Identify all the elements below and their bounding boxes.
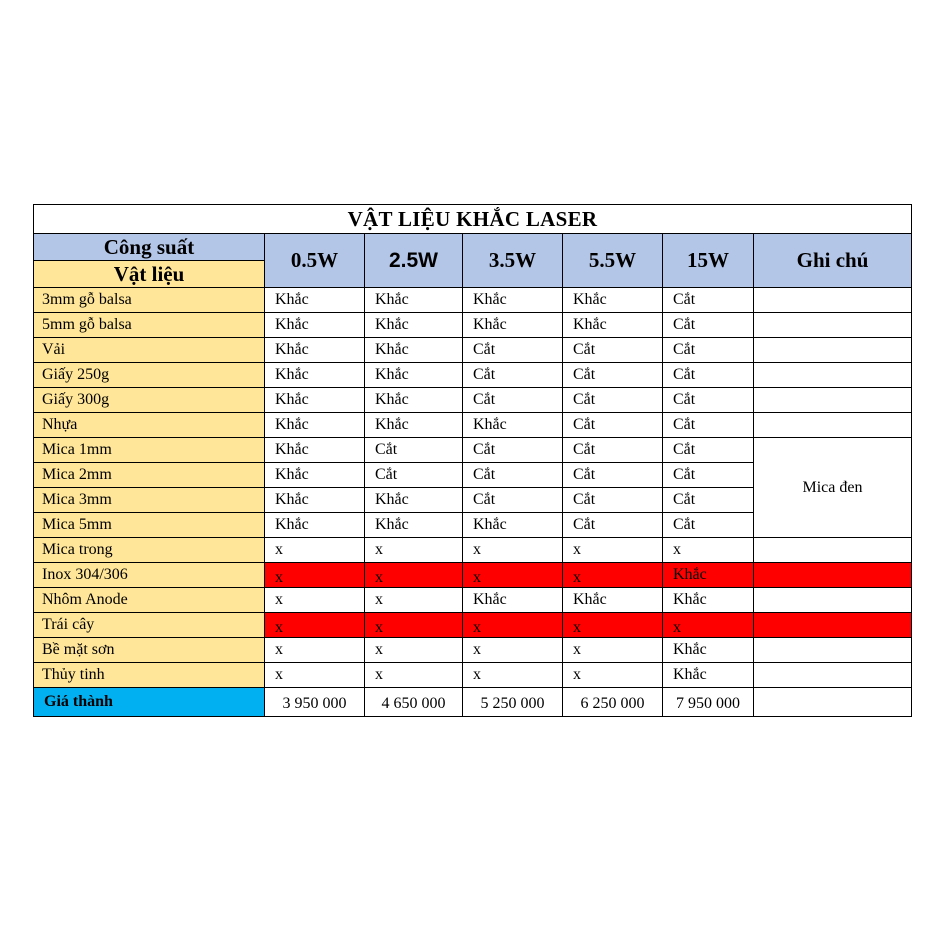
table-row — [34, 338, 912, 363]
capability-value: x — [375, 641, 383, 658]
capability-cell — [463, 338, 563, 363]
capability-cell — [663, 313, 754, 338]
capability-cell — [265, 338, 365, 363]
capability-cell — [663, 663, 754, 688]
capability-cell — [463, 438, 563, 463]
capability-cell — [463, 563, 563, 588]
capability-cell — [463, 413, 563, 438]
capability-cell — [563, 388, 663, 413]
table-row — [34, 313, 912, 338]
power-header-0: 0.5W — [265, 234, 365, 288]
capability-value: Khắc — [375, 391, 409, 408]
capability-cell — [663, 388, 754, 413]
capability-value: x — [375, 591, 383, 608]
table-row — [34, 613, 912, 638]
capability-cell — [265, 388, 365, 413]
capability-value: Khắc — [275, 391, 309, 408]
capability-cell — [265, 563, 365, 588]
capability-cell — [663, 613, 754, 638]
capability-cell — [563, 463, 663, 488]
capability-cell — [463, 613, 563, 638]
capability-value: x — [275, 619, 283, 636]
capability-value: Cắt — [673, 291, 696, 308]
table-row — [34, 388, 912, 413]
capability-cell — [563, 488, 663, 513]
note-cell — [754, 638, 912, 663]
capability-value: Khắc — [375, 291, 409, 308]
capability-cell — [365, 488, 463, 513]
capability-value: Khắc — [473, 416, 507, 433]
capability-value: x — [275, 541, 283, 558]
material-name: Mica 1mm — [34, 438, 265, 463]
capability-cell — [563, 313, 663, 338]
material-name: Trái cây — [34, 613, 265, 638]
capability-cell — [663, 538, 754, 563]
capability-cell — [365, 363, 463, 388]
capability-cell — [563, 613, 663, 638]
capability-value: Khắc — [473, 291, 507, 308]
capability-cell — [365, 313, 463, 338]
note-cell — [754, 313, 912, 338]
material-name: Giấy 250g — [34, 363, 265, 388]
price-value: 6 250 000 — [563, 688, 663, 717]
capability-value: x — [473, 641, 481, 658]
capability-value: Cắt — [673, 416, 696, 433]
capability-value: Cắt — [375, 441, 398, 458]
capability-cell — [365, 288, 463, 313]
capability-value: x — [473, 541, 481, 558]
material-name: Bề mặt sơn — [34, 638, 265, 663]
note-header: Ghi chú — [754, 234, 912, 288]
capability-value: x — [375, 619, 383, 636]
capability-cell — [463, 638, 563, 663]
material-name: Inox 304/306 — [34, 563, 265, 588]
capability-value: Khắc — [673, 666, 707, 683]
capability-cell — [563, 413, 663, 438]
capability-cell — [563, 363, 663, 388]
capability-value: x — [573, 541, 581, 558]
capability-cell — [365, 563, 463, 588]
capability-value: Cắt — [573, 491, 596, 508]
capability-cell — [563, 588, 663, 613]
capability-value: x — [573, 641, 581, 658]
price-value: 7 950 000 — [663, 688, 754, 717]
capability-value: x — [673, 541, 681, 558]
capability-value: Khắc — [275, 366, 309, 383]
table-row — [34, 563, 912, 588]
capability-value: Khắc — [375, 341, 409, 358]
capability-value: Khắc — [275, 316, 309, 333]
capability-cell — [463, 488, 563, 513]
capability-value: Cắt — [473, 441, 496, 458]
capability-value: Khắc — [375, 516, 409, 533]
power-header-1: 2.5W — [365, 234, 463, 288]
capability-value: Khắc — [573, 316, 607, 333]
capability-value: Cắt — [673, 516, 696, 533]
capability-cell — [365, 638, 463, 663]
capability-cell — [563, 538, 663, 563]
capability-cell — [265, 613, 365, 638]
capability-cell — [663, 638, 754, 663]
capability-value: x — [573, 619, 581, 636]
capability-cell — [663, 413, 754, 438]
capability-value: Cắt — [473, 466, 496, 483]
capability-cell — [265, 538, 365, 563]
capability-cell — [563, 638, 663, 663]
note-cell — [754, 613, 912, 638]
capability-cell — [463, 588, 563, 613]
table-row — [34, 288, 912, 313]
material-name: 5mm gỗ balsa — [34, 313, 265, 338]
capability-cell — [265, 288, 365, 313]
capability-cell — [563, 513, 663, 538]
capability-cell — [365, 513, 463, 538]
capability-value: Khắc — [375, 316, 409, 333]
capability-value: x — [573, 666, 581, 683]
power-header-4: 15W — [663, 234, 754, 288]
capability-value: Khắc — [673, 591, 707, 608]
capability-cell — [365, 413, 463, 438]
capability-value: Khắc — [275, 491, 309, 508]
capability-value: Cắt — [473, 491, 496, 508]
capability-value: Khắc — [473, 591, 507, 608]
price-note — [754, 688, 912, 717]
material-name: Nhựa — [34, 413, 265, 438]
capability-value: x — [275, 591, 283, 608]
material-name: Giấy 300g — [34, 388, 265, 413]
capability-value: Khắc — [275, 416, 309, 433]
capability-value: Khắc — [275, 516, 309, 533]
capability-cell — [265, 513, 365, 538]
power-header-2: 3.5W — [463, 234, 563, 288]
capability-cell — [663, 563, 754, 588]
price-value: 4 650 000 — [365, 688, 463, 717]
capability-cell — [463, 388, 563, 413]
capability-cell — [265, 638, 365, 663]
laser-material-table — [33, 204, 912, 717]
capability-value: Cắt — [673, 366, 696, 383]
capability-cell — [265, 313, 365, 338]
capability-value: x — [473, 619, 481, 636]
table-row — [34, 363, 912, 388]
material-name: Nhôm Anode — [34, 588, 265, 613]
capability-value: Cắt — [473, 341, 496, 358]
note-cell — [754, 338, 912, 363]
capability-value: x — [473, 666, 481, 683]
capability-cell — [365, 388, 463, 413]
capability-value: Cắt — [573, 466, 596, 483]
price-label: Giá thành — [34, 688, 265, 717]
note-cell — [754, 288, 912, 313]
note-cell — [754, 363, 912, 388]
capability-cell — [463, 538, 563, 563]
capability-cell — [265, 588, 365, 613]
material-name: Thủy tinh — [34, 663, 265, 688]
capability-cell — [463, 663, 563, 688]
capability-value: Cắt — [673, 391, 696, 408]
capability-value: Cắt — [573, 391, 596, 408]
table-row — [34, 538, 912, 563]
mica-note: Mica đen — [754, 438, 912, 538]
capability-value: Khắc — [673, 566, 707, 583]
material-name: Vải — [34, 338, 265, 363]
capability-value: Cắt — [673, 316, 696, 333]
capability-value: Cắt — [673, 341, 696, 358]
material-name: 3mm gỗ balsa — [34, 288, 265, 313]
capability-value: Khắc — [275, 291, 309, 308]
capability-cell — [663, 338, 754, 363]
capability-cell — [265, 488, 365, 513]
capability-value: Cắt — [473, 366, 496, 383]
capability-value: x — [573, 569, 581, 586]
capability-cell — [563, 663, 663, 688]
capability-value: x — [375, 541, 383, 558]
capability-value: x — [473, 569, 481, 586]
note-cell — [754, 388, 912, 413]
capability-cell — [365, 613, 463, 638]
table-title: VẬT LIỆU KHẮC LASER — [34, 205, 912, 234]
capability-cell — [663, 588, 754, 613]
material-name: Mica 3mm — [34, 488, 265, 513]
capability-cell — [563, 438, 663, 463]
capability-value: x — [275, 666, 283, 683]
capability-value: Cắt — [573, 416, 596, 433]
capability-cell — [463, 513, 563, 538]
capability-value: x — [375, 666, 383, 683]
capability-value: Cắt — [673, 441, 696, 458]
capability-cell — [365, 538, 463, 563]
note-cell — [754, 563, 912, 588]
capability-cell — [563, 288, 663, 313]
capability-cell — [663, 288, 754, 313]
capability-cell — [663, 463, 754, 488]
capability-cell — [663, 438, 754, 463]
price-value: 5 250 000 — [463, 688, 563, 717]
capability-value: Khắc — [573, 591, 607, 608]
capability-value: Cắt — [673, 466, 696, 483]
capability-value: x — [275, 569, 283, 586]
capability-cell — [663, 488, 754, 513]
capability-cell — [265, 363, 365, 388]
capability-value: Cắt — [673, 491, 696, 508]
capability-value: Khắc — [473, 316, 507, 333]
capability-value: Cắt — [573, 341, 596, 358]
capability-value: Cắt — [573, 366, 596, 383]
capability-value: Cắt — [573, 516, 596, 533]
capability-cell — [563, 338, 663, 363]
capability-value: Khắc — [275, 441, 309, 458]
capability-cell — [365, 463, 463, 488]
capability-cell — [365, 663, 463, 688]
capability-value: Khắc — [673, 641, 707, 658]
capability-value: x — [673, 619, 681, 636]
capability-value: Cắt — [473, 391, 496, 408]
capability-value: Khắc — [473, 516, 507, 533]
note-cell — [754, 663, 912, 688]
capability-cell — [365, 438, 463, 463]
capability-cell — [463, 463, 563, 488]
capability-value: Khắc — [375, 366, 409, 383]
note-cell — [754, 413, 912, 438]
material-name: Mica 5mm — [34, 513, 265, 538]
capability-value: Cắt — [573, 441, 596, 458]
capability-value: x — [375, 569, 383, 586]
capability-cell — [265, 663, 365, 688]
price-value: 3 950 000 — [265, 688, 365, 717]
power-header-3: 5.5W — [563, 234, 663, 288]
capability-value: x — [275, 641, 283, 658]
capability-value: Khắc — [275, 466, 309, 483]
table-row — [34, 588, 912, 613]
capability-cell — [365, 588, 463, 613]
capability-cell — [265, 413, 365, 438]
table-row — [34, 638, 912, 663]
capability-value: Khắc — [375, 416, 409, 433]
capability-cell — [463, 313, 563, 338]
capacity-header: Công suất — [34, 234, 265, 261]
capability-cell — [265, 463, 365, 488]
price-row — [34, 688, 912, 717]
material-name: Mica 2mm — [34, 463, 265, 488]
capability-cell — [663, 363, 754, 388]
material-name: Mica trong — [34, 538, 265, 563]
table-row — [34, 663, 912, 688]
capability-cell — [663, 513, 754, 538]
capability-cell — [365, 338, 463, 363]
capability-value: Cắt — [375, 466, 398, 483]
capability-value: Khắc — [573, 291, 607, 308]
material-header: Vật liệu — [34, 261, 265, 288]
capability-value: Khắc — [275, 341, 309, 358]
capability-cell — [463, 363, 563, 388]
capability-cell — [265, 438, 365, 463]
capability-cell — [463, 288, 563, 313]
capability-value: Khắc — [375, 491, 409, 508]
note-cell — [754, 538, 912, 563]
capability-cell — [563, 563, 663, 588]
note-cell — [754, 588, 912, 613]
table-row — [34, 413, 912, 438]
table-row — [34, 438, 912, 463]
